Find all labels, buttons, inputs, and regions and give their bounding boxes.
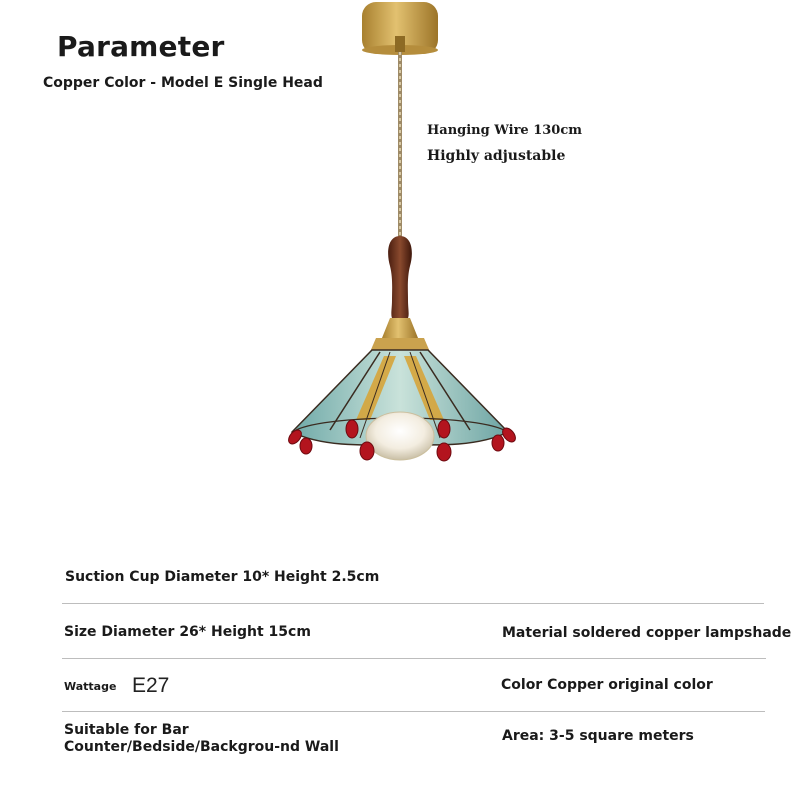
suction-cup-spec: Suction Cup Diameter 10* Height 2.5cm <box>65 569 380 585</box>
wattage-value: E27 <box>132 674 170 697</box>
area-spec: Area: 3-5 square meters <box>502 728 694 744</box>
size-spec: Size Diameter 26* Height 15cm <box>64 624 311 640</box>
material-spec: Material soldered copper lampshade <box>502 625 792 641</box>
suitable-for-spec: Suitable for Bar Counter/Bedside/Backgrou-nd Wall <box>64 722 339 755</box>
wire-adjustable-note: Highly adjustable <box>427 148 566 164</box>
spec-divider <box>62 711 765 712</box>
color-spec: Color Copper original color <box>501 677 713 693</box>
brass-collar <box>370 318 430 352</box>
spec-divider <box>62 658 766 659</box>
page-subtitle: Copper Color - Model E Single Head <box>43 75 323 91</box>
wooden-handle <box>388 236 412 320</box>
wire-length-note: Hanging Wire 130cm <box>427 123 583 138</box>
ceiling-canopy <box>362 2 438 55</box>
wattage-label: Wattage <box>64 680 117 693</box>
page-title: Parameter <box>57 30 225 63</box>
light-bulb <box>366 412 434 460</box>
spec-divider <box>62 603 764 604</box>
